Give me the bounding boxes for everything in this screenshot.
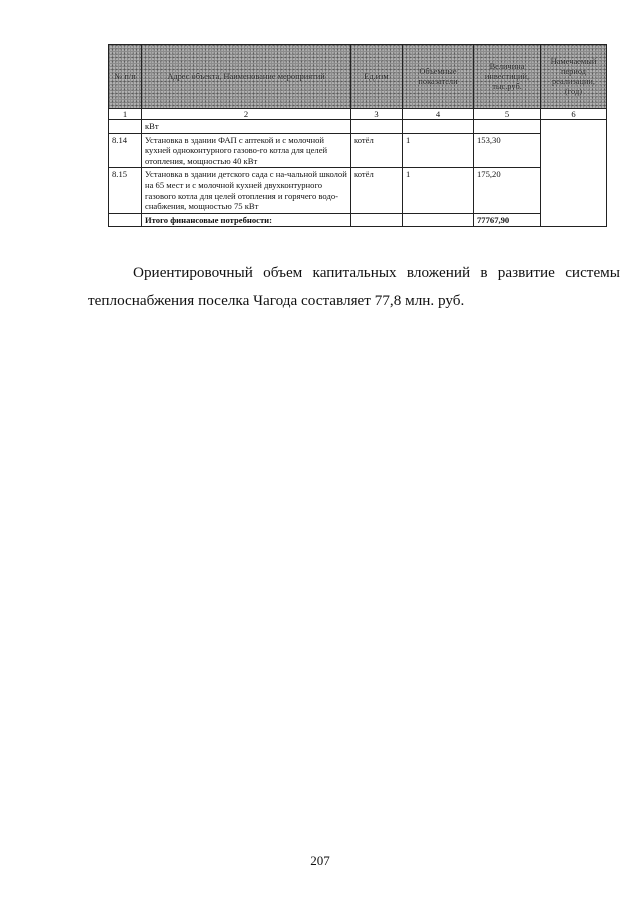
period-cell xyxy=(541,120,607,227)
summary-paragraph-line-1: Ориентировочный объем капитальных вложений в развитие системы xyxy=(133,264,620,281)
row-value: 153,30 xyxy=(474,133,541,168)
row-qty: 1 xyxy=(403,133,474,168)
row-name: Установка в здании ФАП с аптекой и с молочной кухней одноконтурного газово-го котла для целей отопления, мощностью 40 кВт xyxy=(142,133,351,168)
row-name: Установка в здании детского сада с на-чальной школой на 65 мест и с молочной кухней двухконтурного газового котла для целей отопления и горячего водо-снабжения, мощностью 75 кВт xyxy=(142,168,351,213)
col-number: 3 xyxy=(351,109,403,120)
col-number: 6 xyxy=(541,109,607,120)
header-num: № п/п xyxy=(109,45,142,109)
row-num: 8.15 xyxy=(109,168,142,213)
header-unit: Ед.изм xyxy=(351,45,403,109)
summary-paragraph-line-2: теплоснабжения поселка Чагода составляет 77,8 млн. руб. xyxy=(88,292,465,309)
table-row xyxy=(109,133,607,168)
total-label: Итого финансовые потребности: xyxy=(142,213,351,227)
investment-table xyxy=(108,44,607,227)
row-qty: 1 xyxy=(403,168,474,213)
col-number: 2 xyxy=(142,109,351,120)
header-qty: Объемные показатели xyxy=(403,45,474,109)
total-unit xyxy=(351,213,403,227)
total-num xyxy=(109,213,142,227)
header-name: Адрес объекта, Наименование мероприятий xyxy=(142,45,351,109)
row-num xyxy=(109,120,142,134)
row-name: кВт xyxy=(142,120,351,134)
header-value: Величина инвестиций, тыс.руб. xyxy=(474,45,541,109)
header-period: Намечаемый период реализации, (год) xyxy=(541,45,607,109)
row-unit: котёл xyxy=(351,133,403,168)
row-unit: котёл xyxy=(351,168,403,213)
col-number: 4 xyxy=(403,109,474,120)
total-value: 77767,90 xyxy=(474,213,541,227)
row-value xyxy=(474,120,541,134)
col-number: 5 xyxy=(474,109,541,120)
total-row xyxy=(109,213,607,227)
col-number: 1 xyxy=(109,109,142,120)
table-row xyxy=(109,120,607,134)
page-number: 207 xyxy=(310,853,330,868)
row-unit xyxy=(351,120,403,134)
row-qty xyxy=(403,120,474,134)
table-row xyxy=(109,168,607,213)
total-qty xyxy=(403,213,474,227)
row-num: 8.14 xyxy=(109,133,142,168)
row-value: 175,20 xyxy=(474,168,541,213)
table-header-row xyxy=(109,45,607,109)
column-number-row xyxy=(109,109,607,120)
